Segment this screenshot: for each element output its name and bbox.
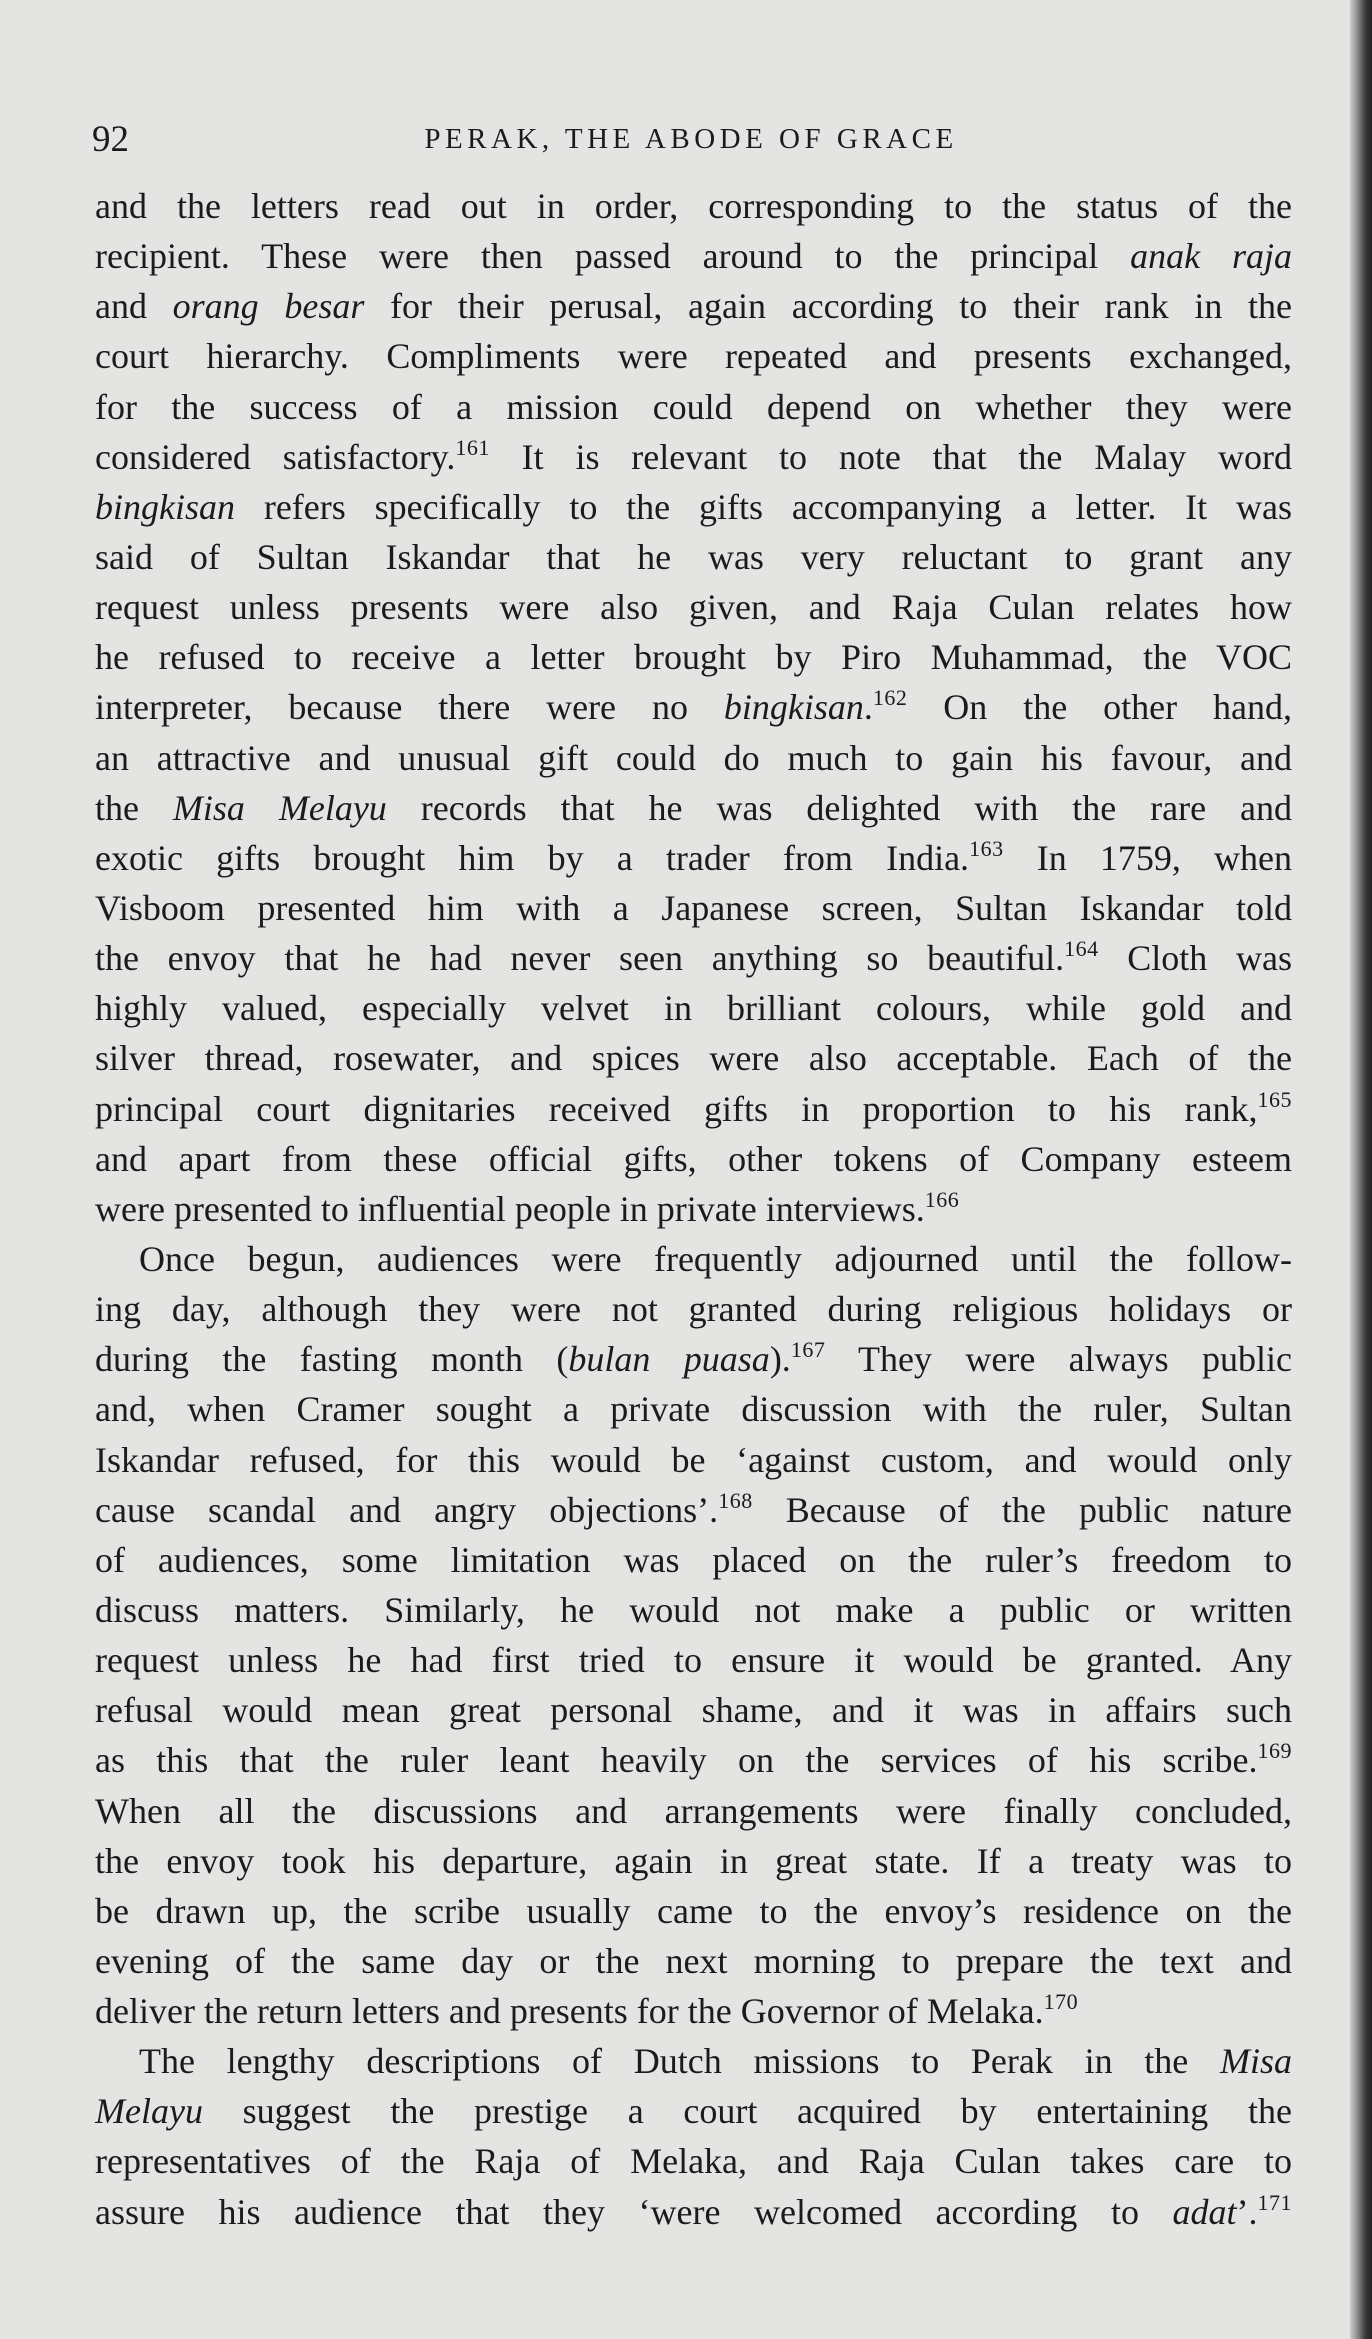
footnote-reference: 163	[969, 835, 1004, 861]
text-line	[95, 1334, 1292, 1384]
text-line	[95, 1134, 1292, 1184]
text-segment: for the success of a mission could depend on whether they were	[95, 386, 1292, 427]
text-line	[95, 833, 1292, 883]
text-segment: as this that the ruler leant heavily on the services of his scribe.	[95, 1740, 1258, 1781]
text-segment: refers specifically to the gifts accompanying a letter. It was	[235, 486, 1292, 527]
text-segment: The lengthy descriptions of Dutch missions to Perak in the	[139, 2041, 1220, 2082]
text-segment: said of Sultan Iskandar that he was very reluctant to grant any	[95, 536, 1292, 577]
text-segment: and	[95, 286, 173, 327]
text-segment: exotic gifts brought him by a trader from India.	[95, 837, 970, 878]
body-text	[95, 181, 1292, 2237]
text-segment: records that he was delighted with the rare and	[386, 787, 1292, 828]
text-segment: during the fasting month (	[95, 1339, 569, 1380]
text-line	[95, 2136, 1292, 2186]
text-segment: deliver the return letters and presents for the Governor of Melaka.	[95, 1991, 1044, 2032]
text-line	[95, 532, 1292, 582]
footnote-reference: 162	[872, 685, 908, 711]
italic-term: bulan puasa	[568, 1339, 770, 1380]
italic-term: anak raja	[1130, 236, 1292, 277]
text-segment: of audiences, some limitation was placed on the ruler’s freedom to	[95, 1539, 1292, 1580]
text-line	[95, 1284, 1292, 1334]
text-line	[95, 883, 1292, 933]
text-segment: Iskandar refused, for this would be ‘against custom, and would only	[95, 1439, 1292, 1480]
text-segment: ).	[769, 1339, 791, 1380]
text-line	[95, 482, 1292, 532]
text-line	[95, 432, 1292, 482]
text-segment: and apart from these official gifts, other tokens of Company esteem	[95, 1138, 1292, 1179]
text-line	[95, 783, 1292, 833]
italic-term: orang besar	[172, 286, 365, 327]
italic-term: Melayu	[95, 2091, 203, 2132]
running-title: PERAK, THE ABODE OF GRACE	[424, 123, 958, 155]
text-line	[95, 1585, 1292, 1635]
footnote-reference: 161	[455, 434, 490, 460]
page-edge-shadow	[1350, 0, 1372, 2339]
text-segment: court hierarchy. Compliments were repeated and presents exchanged,	[95, 336, 1292, 377]
text-segment: considered satisfactory.	[95, 436, 456, 477]
text-segment: silver thread, rosewater, and spices were also acceptable. Each of the	[95, 1038, 1292, 1079]
text-line	[95, 933, 1292, 983]
text-line	[95, 1735, 1292, 1785]
text-segment: request unless presents were also given, and Raja Culan relates how	[95, 587, 1292, 628]
text-segment: an attractive and unusual gift could do much to gain his favour, and	[95, 737, 1292, 778]
italic-term: Misa Melayu	[172, 787, 387, 828]
text-segment: for their perusal, again according to their rank in the	[364, 286, 1292, 327]
text-segment: evening of the same day or the next morning to prepare the text and	[95, 1940, 1292, 1981]
footnote-reference: 164	[1064, 936, 1099, 962]
text-segment: and, when Cramer sought a private discussion with the ruler, Sultan	[95, 1389, 1292, 1430]
text-segment: Visboom presented him with a Japanese screen, Sultan Iskandar told	[95, 887, 1292, 928]
text-segment: Once begun, audiences were frequently adjourned until the follow-	[139, 1238, 1292, 1279]
text-line	[95, 983, 1292, 1033]
text-line	[95, 1635, 1292, 1685]
footnote-reference: 165	[1257, 1086, 1292, 1112]
text-segment: Cloth was	[1098, 938, 1292, 979]
footnote-reference: 168	[718, 1487, 753, 1513]
text-line	[95, 331, 1292, 381]
text-line	[95, 1786, 1292, 1836]
text-segment: the envoy took his departure, again in great state. If a treaty was to	[95, 1840, 1292, 1881]
text-segment: ing day, although they were not granted during religious holidays or	[95, 1289, 1292, 1330]
text-line	[95, 1986, 1292, 2036]
text-segment: assure his audience that they ‘were welcomed according to	[95, 2191, 1173, 2232]
text-line	[95, 1084, 1292, 1134]
text-segment: and the letters read out in order, corresponding to the status of the	[95, 186, 1292, 226]
text-line	[95, 1184, 1292, 1234]
footnote-reference: 167	[790, 1337, 826, 1363]
text-line	[95, 2036, 1292, 2086]
italic-term: Misa	[1220, 2041, 1292, 2082]
text-line	[95, 682, 1292, 732]
text-line	[95, 1936, 1292, 1986]
text-segment: ’.	[1236, 2191, 1258, 2232]
italic-term: bingkisan	[723, 687, 864, 728]
text-segment: the	[95, 787, 173, 828]
text-segment: On the other hand,	[907, 687, 1292, 728]
text-segment: When all the discussions and arrangements were finally concluded,	[95, 1790, 1292, 1831]
text-line	[95, 382, 1292, 432]
text-line	[95, 2187, 1292, 2237]
text-line	[95, 1435, 1292, 1485]
text-line	[95, 1033, 1292, 1083]
footnote-reference: 170	[1043, 1989, 1079, 2015]
text-line	[95, 582, 1292, 632]
italic-term: adat	[1172, 2191, 1237, 2232]
text-segment: .	[863, 687, 873, 728]
text-line	[95, 1485, 1292, 1535]
text-line	[95, 1685, 1292, 1735]
text-segment: They were always public	[825, 1339, 1292, 1380]
text-segment: the envoy that he had never seen anything so beautiful.	[95, 938, 1065, 979]
text-segment: recipient. These were then passed around to the principal	[95, 236, 1131, 277]
text-segment: highly valued, especially velvet in brilliant colours, while gold and	[95, 988, 1292, 1029]
text-segment: principal court dignitaries received gifts in proportion to his rank,	[95, 1088, 1258, 1129]
footnote-reference: 171	[1257, 2189, 1292, 2215]
text-segment: request unless he had first tried to ensure it would be granted. Any	[95, 1640, 1292, 1681]
text-segment: suggest the prestige a court acquired by entertaining the	[202, 2091, 1292, 2132]
text-line	[95, 1886, 1292, 1936]
footnote-reference: 166	[924, 1186, 960, 1212]
text-line	[95, 1234, 1292, 1284]
text-segment: It is relevant to note that the Malay word	[489, 436, 1292, 477]
text-line	[95, 281, 1292, 331]
text-line	[95, 1836, 1292, 1886]
text-line	[95, 733, 1292, 783]
text-line	[95, 632, 1292, 682]
text-line	[95, 2086, 1292, 2136]
text-segment: Because of the public nature	[752, 1489, 1292, 1530]
text-line	[95, 1535, 1292, 1585]
footnote-reference: 169	[1257, 1738, 1292, 1764]
text-segment: cause scandal and angry objections’.	[95, 1489, 719, 1530]
text-segment: were presented to influential people in private interviews.	[95, 1188, 925, 1229]
text-segment: representatives of the Raja of Melaka, and Raja Culan takes care to	[95, 2141, 1292, 2182]
text-segment: refusal would mean great personal shame, and it was in affairs such	[95, 1690, 1292, 1731]
text-line	[95, 1384, 1292, 1434]
text-line	[95, 231, 1292, 281]
text-segment: discuss matters. Similarly, he would not make a public or written	[95, 1589, 1292, 1630]
text-segment: he refused to receive a letter brought by Piro Muhammad, the VOC	[95, 637, 1292, 678]
text-line	[95, 181, 1292, 231]
text-segment: In 1759, when	[1003, 837, 1292, 878]
text-segment: interpreter, because there were no	[95, 687, 724, 728]
page-number: 92	[92, 119, 129, 160]
italic-term: bingkisan	[95, 486, 235, 527]
text-segment: be drawn up, the scribe usually came to the envoy’s residence on the	[95, 1890, 1292, 1931]
